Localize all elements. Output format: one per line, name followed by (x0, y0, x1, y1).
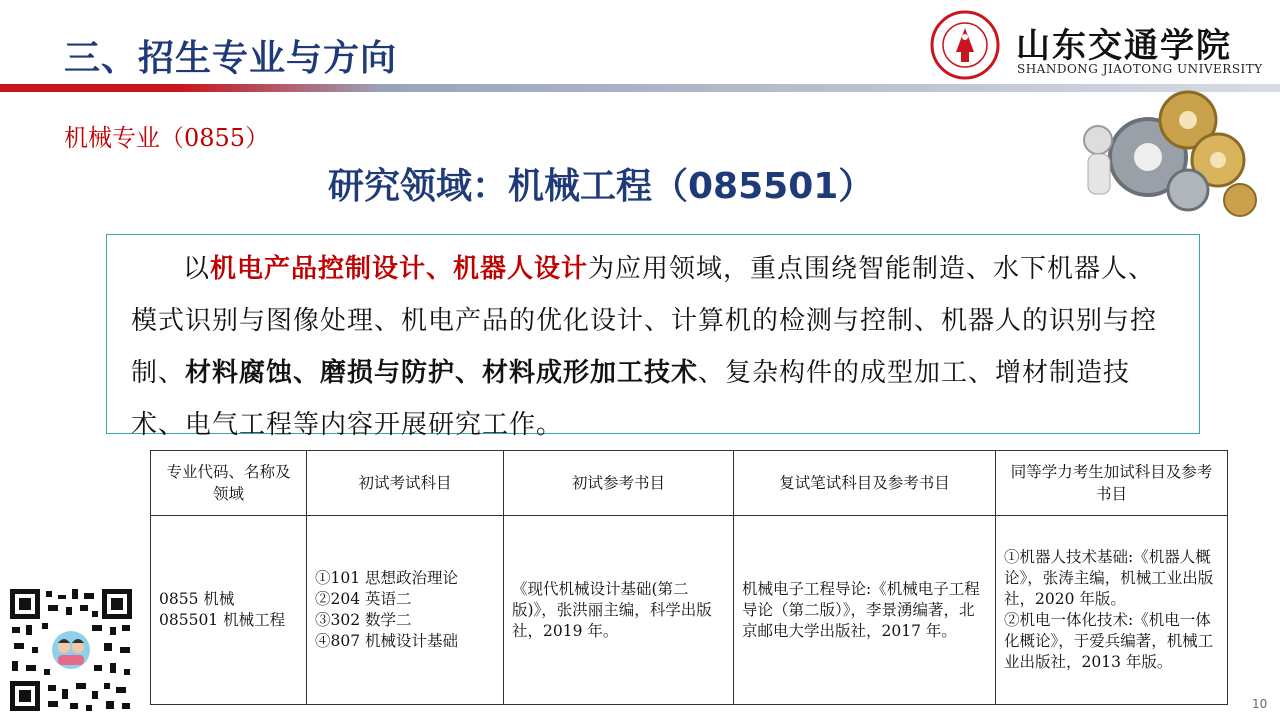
table-cell-retest: 机械电子工程导论:《机械电子工程导论（第二版）》，李景湧编著，北京邮电大学出版社，2017 年。 (734, 516, 996, 705)
table-cell-books: 《现代机械设计基础(第二版)》，张洪丽主编，科学出版社，2019 年。 (504, 516, 734, 705)
university-seal-icon (930, 10, 1000, 80)
exam-subject: ③302 数学二 (315, 611, 412, 629)
description-text: 以 (183, 254, 211, 284)
description-highlight-red: 机电产品控制设计、机器人设计 (210, 254, 589, 284)
table-cell-extra (996, 516, 1228, 705)
gears-figure-icon (1070, 82, 1270, 222)
code-line: 0855 机械 (159, 590, 235, 608)
exam-subject: ④807 机械设计基础 (315, 632, 459, 650)
exam-subject: ②204 英语二 (315, 590, 412, 608)
extra-subject: ②机电一体化技术:《机电一体化概论》，于爱兵编著，机械工业出版社，2013 年版。 (1004, 611, 1214, 671)
table-cell-exams (307, 516, 504, 705)
table-header: 复试笔试科目及参考书目 (734, 451, 996, 516)
description-highlight-bold: 材料腐蚀、磨损与防护、材料成形加工技术 (185, 358, 699, 388)
table-header: 同等学力考生加试科目及参考书目 (996, 451, 1228, 516)
code-line: 085501 机械工程 (159, 611, 286, 629)
university-logo-en: SHANDONG JIAOTONG UNIVERSITY (1017, 62, 1263, 76)
table-header-row (151, 451, 1228, 516)
table-header: 专业代码、名称及领域 (151, 451, 307, 516)
description-text: 为应用领域，重点围绕智能制造、水下机器人、模式识别与图像处理、机电产品的优化设计、计算机的检测与控制、机器人的识别与控制、 (131, 254, 1158, 388)
description-box (106, 234, 1200, 440)
exam-info-table (150, 450, 1228, 705)
university-logo-cn: 山东交通学院 (1016, 26, 1232, 66)
page-number: 10 (1252, 697, 1268, 711)
description-text: 、复杂构件的成型加工、增材制造技术、电气工程等内容开展研究工作。 (131, 358, 1131, 440)
exam-subject: ①101 思想政治理论 (315, 569, 459, 587)
table-header: 初试考试科目 (307, 451, 504, 516)
qr-code-icon (6, 585, 136, 715)
section-title: 三、招生专业与方向 (64, 38, 398, 79)
table-row (151, 516, 1228, 705)
table-cell-code (151, 516, 307, 705)
table-header: 初试参考书目 (504, 451, 734, 516)
research-field-title: 研究领域：机械工程（085501） (328, 166, 875, 207)
extra-subject: ①机器人技术基础:《机器人概论》，张涛主编，机械工业出版社，2020 年版。 (1004, 548, 1214, 608)
major-heading: 机械专业（0855） (64, 124, 270, 152)
